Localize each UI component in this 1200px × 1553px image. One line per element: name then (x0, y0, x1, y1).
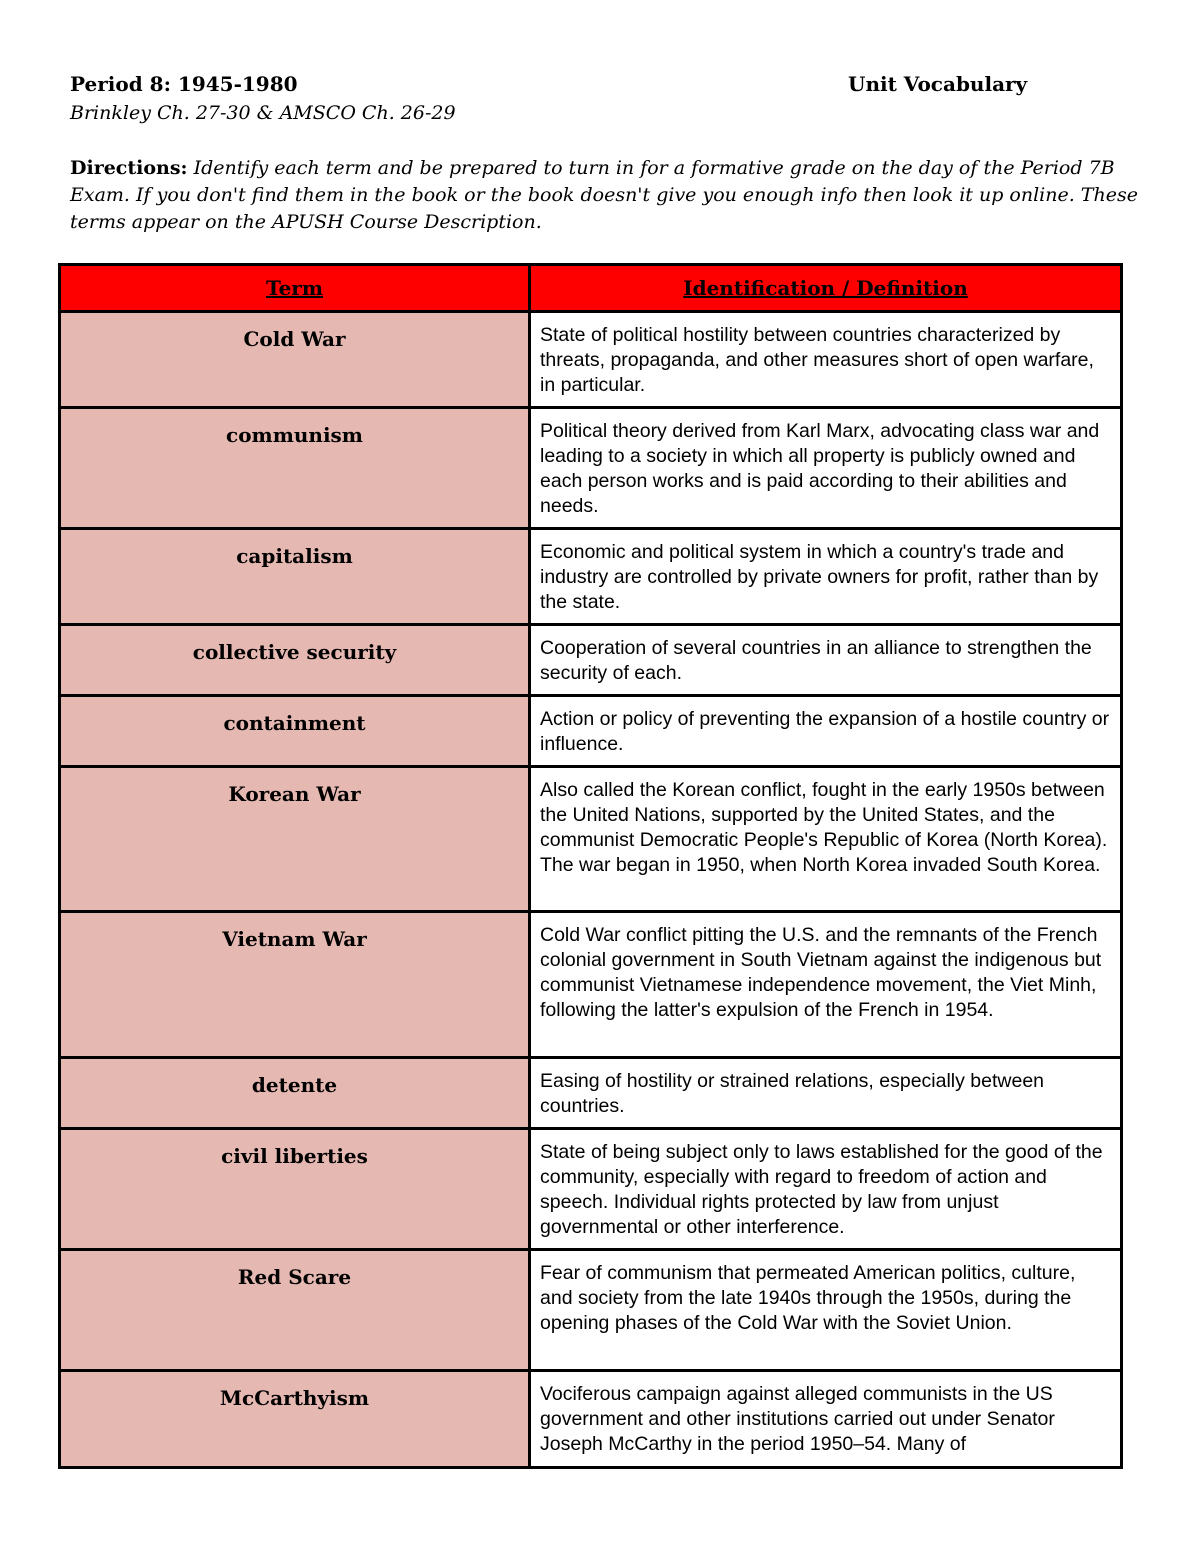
term-cell: Red Scare (60, 1250, 530, 1371)
directions-label: Directions: (70, 157, 188, 179)
directions (70, 155, 1140, 236)
definition-cell: Easing of hostility or strained relations, especially between countries. (530, 1058, 1122, 1129)
vocabulary-table (58, 263, 1123, 1469)
definition-cell: Fear of communism that permeated American politics, culture, and society from the late 1940s through the 1950s, during the opening phases of the Cold War with the Soviet Union. (530, 1250, 1122, 1371)
table-row (60, 1129, 1122, 1250)
definition-cell: Economic and political system in which a country's trade and industry are controlled by private owners for profit, rather than by the state. (530, 529, 1122, 625)
sources-line: Brinkley Ch. 27-30 & AMSCO Ch. 26-29 (70, 102, 456, 124)
definition-cell: Cold War conflict pitting the U.S. and the remnants of the French colonial government in South Vietnam against the indigenous but communist Vietnamese independence movement, the Viet Minh, following the latter's expulsion of the French in 1954. (530, 912, 1122, 1058)
table-row (60, 529, 1122, 625)
term-cell: Cold War (60, 312, 530, 408)
table-row (60, 312, 1122, 408)
table-header-row (60, 265, 1122, 312)
term-cell: containment (60, 696, 530, 767)
term-cell: Korean War (60, 767, 530, 912)
table-row (60, 1058, 1122, 1129)
term-cell: McCarthyism (60, 1371, 530, 1468)
term-cell: civil liberties (60, 1129, 530, 1250)
definition-cell: State of political hostility between countries characterized by threats, propaganda, and other measures short of open warfare, in particular. (530, 312, 1122, 408)
definition-column-header: Identification / Definition (530, 265, 1122, 312)
definition-cell: State of being subject only to laws established for the good of the community, especially with regard to freedom of action and speech. Individual rights protected by law from unjust governmental or other interference. (530, 1129, 1122, 1250)
term-cell: collective security (60, 625, 530, 696)
definition-cell: Also called the Korean conflict, fought in the early 1950s between the United Nations, supported by the United States, and the communist Democratic People's Republic of Korea (North Korea). The war began in 1950, when North Korea invaded South Korea. (530, 767, 1122, 912)
term-cell: communism (60, 408, 530, 529)
table-row (60, 408, 1122, 529)
definition-cell: Cooperation of several countries in an alliance to strengthen the security of each. (530, 625, 1122, 696)
definition-cell: Political theory derived from Karl Marx, advocating class war and leading to a society in which all property is publicly owned and each person works and is paid according to their abilities and needs. (530, 408, 1122, 529)
definition-cell: Action or policy of preventing the expansion of a hostile country or influence. (530, 696, 1122, 767)
table-row (60, 1371, 1122, 1468)
table-row (60, 696, 1122, 767)
table-row (60, 767, 1122, 912)
term-column-header: Term (60, 265, 530, 312)
definition-cell: Vociferous campaign against alleged communists in the US government and other institutions carried out under Senator Joseph McCarthy in the period 1950–54. Many of (530, 1371, 1122, 1468)
unit-title: Unit Vocabulary (848, 72, 1028, 96)
term-cell: capitalism (60, 529, 530, 625)
term-cell: Vietnam War (60, 912, 530, 1058)
table-row (60, 625, 1122, 696)
period-title: Period 8: 1945-1980 (70, 72, 298, 96)
table-row (60, 1250, 1122, 1371)
table-row (60, 912, 1122, 1058)
directions-text: Identify each term and be prepared to turn in for a formative grade on the day of the Period 7B Exam. If you don't find them in the book or the book doesn't give you enough info then look it up online. These terms appear on the APUSH Course Description. (70, 157, 1138, 233)
term-cell: detente (60, 1058, 530, 1129)
